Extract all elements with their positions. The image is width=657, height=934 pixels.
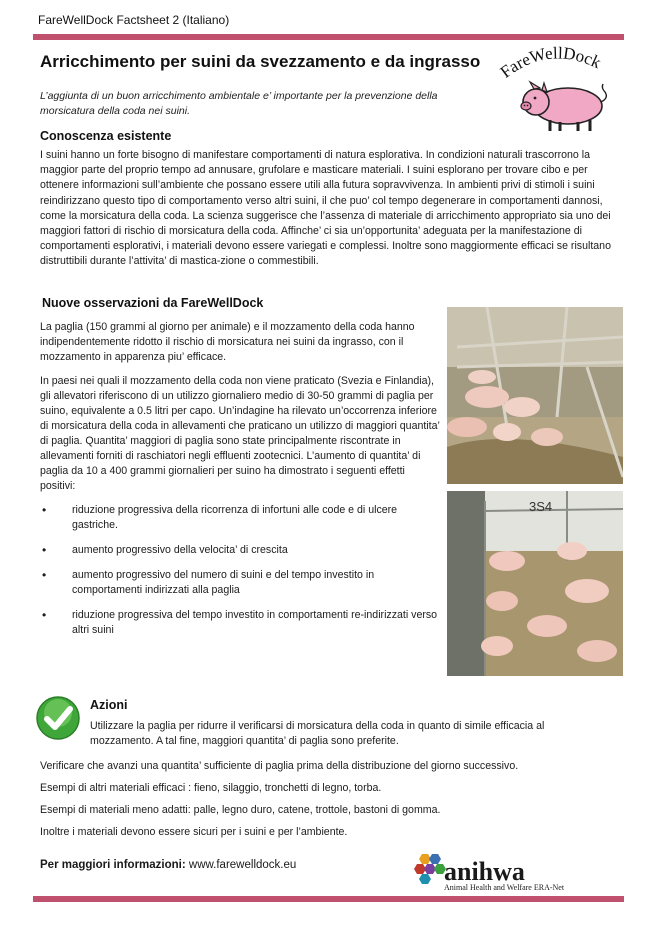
pigs-pen-photo-1 [447, 307, 623, 484]
observations-content [40, 320, 440, 648]
knowledge-heading: Conoscenza esistente [40, 129, 172, 143]
check-icon [35, 695, 81, 741]
anihwa-tagline: Animal Health and Welfare ERA-Net [444, 883, 565, 892]
more-info-label: Per maggiori informazioni: [40, 859, 186, 871]
factsheet-header: FareWellDock Factsheet 2 (Italiano) [38, 13, 230, 27]
actions-line-1: Verificare che avanzi una quantita’ sufficiente di paglia prima della distribuzione del giorno successivo. [40, 760, 519, 772]
farewelldock-logo [490, 40, 625, 135]
pen-label: 3S4 [529, 499, 553, 514]
svg-text:FareWellDock [497, 43, 605, 81]
actions-line-3: Esempi di materiali meno adatti: palle, legno duro, catene, trottole, bastoni di gomma. [40, 804, 441, 816]
pig-icon [521, 82, 606, 131]
pigs-pen-photo-2 [447, 491, 623, 676]
anihwa-logo [412, 850, 624, 892]
page-title: Arricchimento per suini da svezzamento e da ingrasso [40, 52, 481, 71]
effects-list [40, 503, 440, 638]
bottom-divider [33, 896, 624, 902]
list-item: • aumento progressivo della velocita’ di crescita [40, 543, 440, 558]
anihwa-name: anihwa [444, 857, 525, 886]
list-item: • riduzione progressiva del tempo investito in comportamenti re-indirizzati verso altri suini [40, 608, 440, 638]
list-item: • aumento progressivo del numero di suini e del tempo investito in comportamenti indirizzati alla paglia [40, 568, 440, 598]
logo-text: FareWellDock [496, 43, 604, 82]
website-link[interactable]: www.farewelldock.eu [188, 859, 297, 871]
actions-para-1: Utilizzare la paglia per ridurre il verificarsi di morsicatura della coda in quanto di simile efficacia al mozzamento. A tal fine, maggiori quantita’ di paglia sono preferite. [90, 720, 545, 747]
observations-para-1: La paglia (150 grammi al giorno per animale) e il mozzamento della coda hanno indipendentemente ridotto il rischio di morsicatura nei suini da ingrasso, con il mozzamento in apparenza piu’ efficace. [40, 321, 415, 363]
knowledge-text: I suini hanno un forte bisogno di manifestare comportamenti di natura esplorativa. In condizioni naturali trascorrono la maggior parte del proprio tempo ad annusare, grufolare e masticare materiali. I suini esplorano per trovare cibo e per ottenere informazioni sull’ambiente che possano essere utili alla futura sopravvivenza. In ambienti privi di stimoli i suini reindirizzano questo tipo di comportamento verso altri suini, il che puo’ col tempo degenerare in comportamenti dannosi, come la morsicatura della coda. La scienza suggerisce che l’assenza di materiale di arricchimento appropriato sia uno dei maggiori fattori di rischio di morsicatura della coda. Affinche’ ci sia un’opportunita’ adeguata per la manifestazione di comportamenti esplorativi, i materiali devono essere variegati e complessi. Inoltre sono maggiormente efficaci se risultano distruttibili durante l’attivita’ di mastica-zione o commestibili. [40, 149, 611, 268]
observations-heading: Nuove osservazioni da FareWellDock [42, 296, 264, 310]
intro-text: L’aggiunta di un buon arricchimento ambientale e’ importante per la prevenzione della morsicatura della coda nei suini. [40, 90, 438, 117]
list-item: • riduzione progressiva della ricorrenza di infortuni alle code e di ulcere gastriche. [40, 503, 440, 533]
observations-para-2: In paesi nei quali il mozzamento della coda non viene praticato (Svezia e Finlandia), gli allevatori riferiscono di un utilizzo giornaliero medio di 30-50 grammi di paglia per suino, equivalente a 0.5 litri per capo. Un’indagine ha rilevato un’occorrenza inferiore di morsicatura della coda in allevamenti che praticano un utilizzo di maggiori quantita’ di paglia. Quantita’ maggiori di paglia sono state principalmente riscontrate in allevamenti forniti di raschiatori negli effluenti zootecnici. L’aumento di quantita’ di paglia da 10 a 400 grammi giornalieri per suino ha dimostrato i seguenti effetti positivi: [40, 375, 440, 492]
more-info [40, 859, 296, 871]
actions-line-4: Inoltre i materiali devono essere sicuri per i suini e per l’ambiente. [40, 826, 348, 838]
actions-line-2: Esempi di altri materiali efficaci : fieno, silaggio, tronchetti di legno, torba. [40, 782, 382, 794]
actions-heading: Azioni [90, 698, 128, 712]
hexagon-cluster-icon [414, 854, 446, 884]
